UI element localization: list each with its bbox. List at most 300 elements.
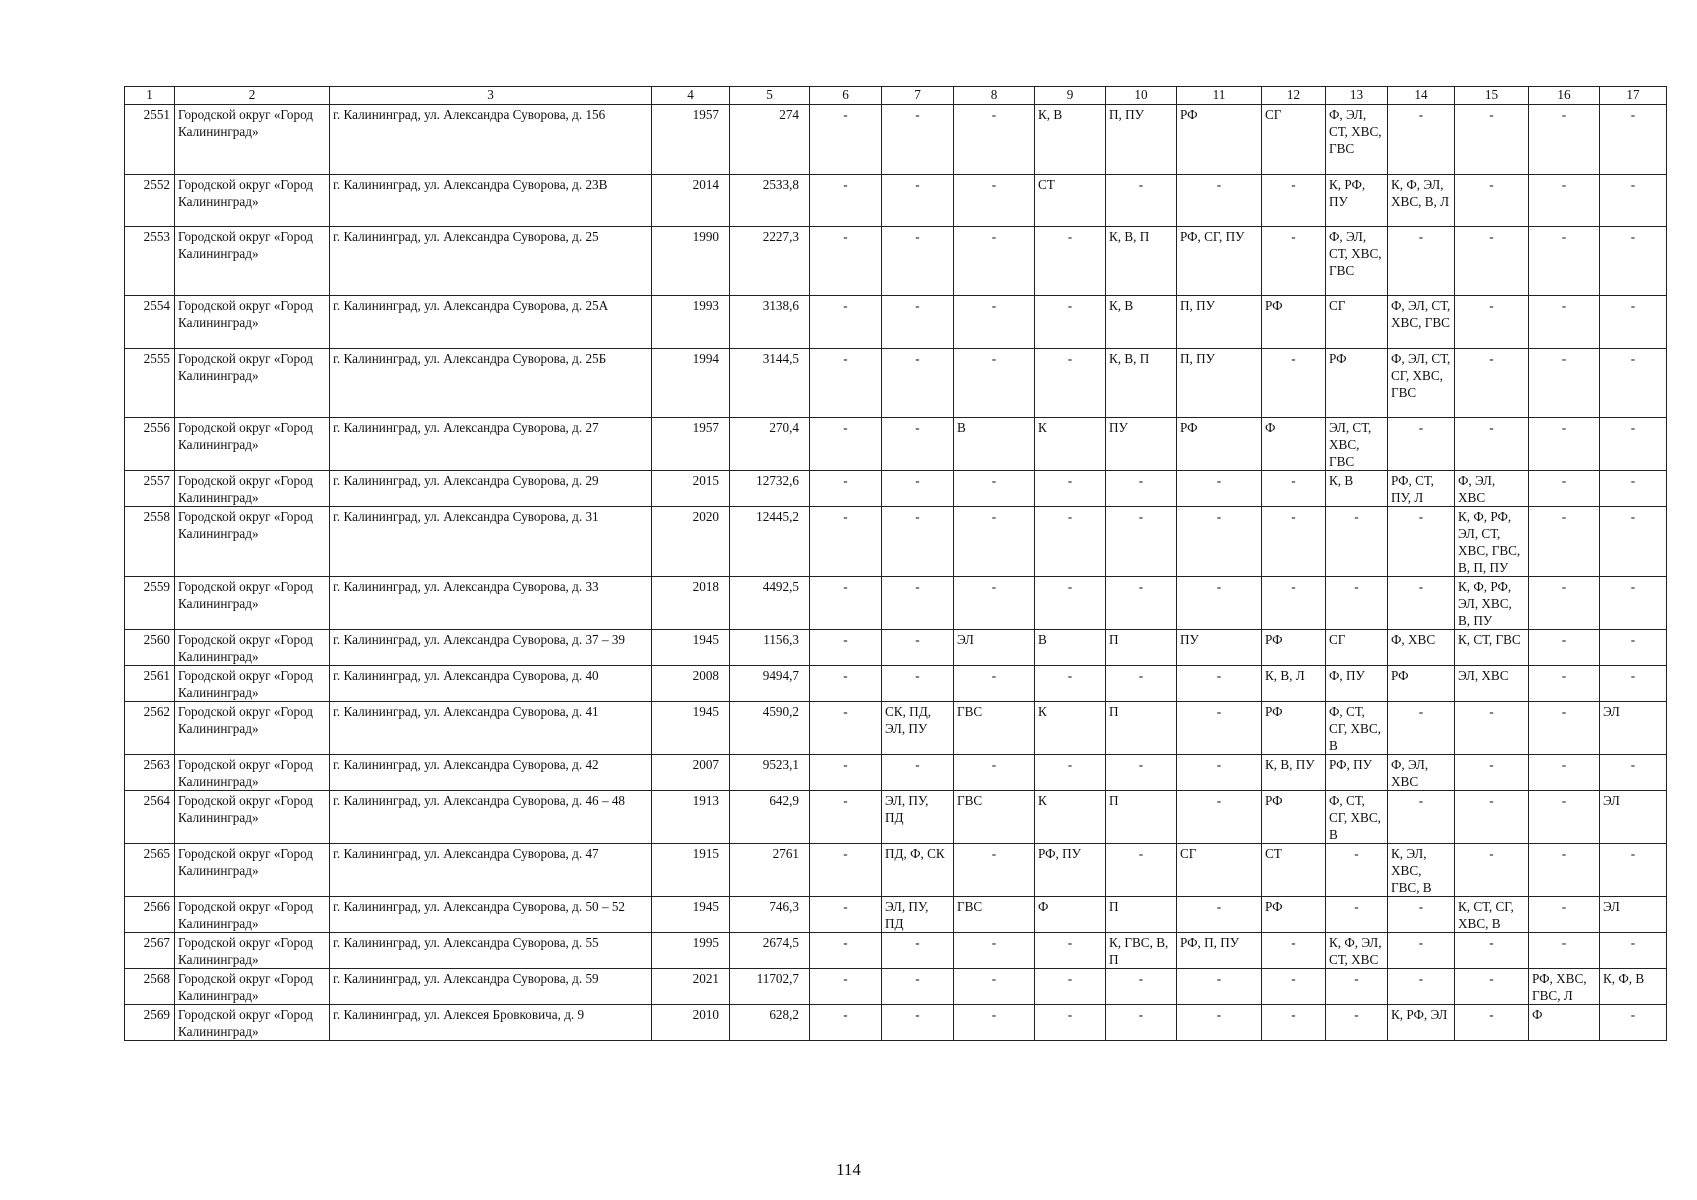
table-cell-col-10: - (1106, 844, 1177, 897)
table-cell-col-6: - (810, 897, 882, 933)
table-cell-col-11: - (1177, 791, 1262, 844)
table-cell-col-17: - (1600, 227, 1667, 296)
table-cell-col-7: - (882, 296, 954, 349)
table-cell-col-8: ГВС (954, 702, 1035, 755)
table-cell-col-13: Ф, ЭЛ, СТ, ХВС, ГВС (1326, 227, 1388, 296)
table-cell-col-8: ГВС (954, 897, 1035, 933)
table-cell-col-12: Ф (1262, 418, 1326, 471)
table-cell-col-17: - (1600, 471, 1667, 507)
table-row (125, 418, 1667, 471)
table-cell-col-16: - (1529, 791, 1600, 844)
table-cell-col-7: - (882, 507, 954, 577)
table-cell-col-8: - (954, 577, 1035, 630)
table-cell-col-8: - (954, 471, 1035, 507)
table-cell-col-13: Ф, ЭЛ, СТ, ХВС, ГВС (1326, 105, 1388, 175)
table-cell-col-13: СГ (1326, 296, 1388, 349)
header-row (125, 87, 1667, 105)
table-cell-col-12: СТ (1262, 844, 1326, 897)
table-cell-col-4: 2007 (652, 755, 730, 791)
table-cell-col-15: - (1455, 755, 1529, 791)
table-cell-col-15: - (1455, 227, 1529, 296)
table-cell-col-8: - (954, 755, 1035, 791)
table-cell-col-12: РФ (1262, 296, 1326, 349)
table-cell-col-8: - (954, 507, 1035, 577)
table-cell-col-3: г. Калининград, ул. Александра Суворова, д. 33 (330, 577, 652, 630)
table-cell-col-2: Городской округ «Город Калининград» (175, 296, 330, 349)
table-cell-col-4: 2015 (652, 471, 730, 507)
table-cell-col-11: - (1177, 755, 1262, 791)
table-cell-col-10: ПУ (1106, 418, 1177, 471)
table-cell-col-5: 642,9 (730, 791, 810, 844)
table-cell-col-12: - (1262, 227, 1326, 296)
table-cell-col-15: ЭЛ, ХВС (1455, 666, 1529, 702)
table-cell-col-13: РФ (1326, 349, 1388, 418)
table-row (125, 227, 1667, 296)
table-cell-col-17: - (1600, 666, 1667, 702)
table-cell-col-4: 1945 (652, 630, 730, 666)
table-cell-col-2: Городской округ «Город Калининград» (175, 666, 330, 702)
table-cell-col-10: - (1106, 577, 1177, 630)
table-cell-col-9: - (1035, 666, 1106, 702)
table-header (125, 87, 1667, 105)
table-cell-col-16: - (1529, 702, 1600, 755)
table-cell-col-3: г. Калининград, ул. Алексея Бровковича, д. 9 (330, 1005, 652, 1041)
table-cell-col-13: - (1326, 897, 1388, 933)
table-cell-col-7: - (882, 755, 954, 791)
table-cell-col-11: - (1177, 1005, 1262, 1041)
table-cell-col-3: г. Калининград, ул. Александра Суворова, д. 31 (330, 507, 652, 577)
table-cell-col-1: 2567 (125, 933, 175, 969)
table-cell-col-11: - (1177, 577, 1262, 630)
table-cell-col-16: - (1529, 105, 1600, 175)
table-row (125, 1005, 1667, 1041)
table-cell-col-5: 2674,5 (730, 933, 810, 969)
table-cell-col-5: 11702,7 (730, 969, 810, 1005)
column-header-17: 17 (1600, 87, 1667, 105)
table-cell-col-10: - (1106, 1005, 1177, 1041)
table-cell-col-9: - (1035, 933, 1106, 969)
table-cell-col-11: - (1177, 702, 1262, 755)
table-cell-col-3: г. Калининград, ул. Александра Суворова, д. 25А (330, 296, 652, 349)
table-cell-col-13: К, РФ, ПУ (1326, 175, 1388, 227)
column-header-2: 2 (175, 87, 330, 105)
table-cell-col-17: ЭЛ (1600, 897, 1667, 933)
column-header-14: 14 (1388, 87, 1455, 105)
table-cell-col-7: - (882, 933, 954, 969)
table-cell-col-1: 2557 (125, 471, 175, 507)
column-header-9: 9 (1035, 87, 1106, 105)
table-cell-col-4: 1993 (652, 296, 730, 349)
table-cell-col-7: ПД, Ф, СК (882, 844, 954, 897)
table-cell-col-11: П, ПУ (1177, 296, 1262, 349)
table-row (125, 507, 1667, 577)
table-cell-col-7: - (882, 577, 954, 630)
table-cell-col-9: - (1035, 296, 1106, 349)
table-cell-col-3: г. Калининград, ул. Александра Суворова, д. 23В (330, 175, 652, 227)
table-cell-col-14: - (1388, 227, 1455, 296)
table-cell-col-14: - (1388, 418, 1455, 471)
table-cell-col-9: К, В (1035, 105, 1106, 175)
table-cell-col-17: - (1600, 349, 1667, 418)
table-cell-col-12: - (1262, 471, 1326, 507)
table-cell-col-10: - (1106, 969, 1177, 1005)
table-cell-col-1: 2568 (125, 969, 175, 1005)
table-cell-col-13: РФ, ПУ (1326, 755, 1388, 791)
table-cell-col-10: - (1106, 507, 1177, 577)
table-cell-col-15: - (1455, 418, 1529, 471)
table-cell-col-8: - (954, 175, 1035, 227)
table-cell-col-17: - (1600, 755, 1667, 791)
table-cell-col-5: 628,2 (730, 1005, 810, 1041)
table-cell-col-16: - (1529, 933, 1600, 969)
table-cell-col-5: 3144,5 (730, 349, 810, 418)
table-cell-col-10: - (1106, 666, 1177, 702)
table-row (125, 702, 1667, 755)
table-cell-col-6: - (810, 969, 882, 1005)
table-cell-col-8: - (954, 227, 1035, 296)
table-cell-col-15: - (1455, 1005, 1529, 1041)
table-cell-col-4: 1945 (652, 897, 730, 933)
table-cell-col-12: - (1262, 577, 1326, 630)
table-cell-col-2: Городской округ «Город Калининград» (175, 969, 330, 1005)
table-cell-col-16: - (1529, 349, 1600, 418)
table-cell-col-14: Ф, ХВС (1388, 630, 1455, 666)
table-cell-col-15: - (1455, 791, 1529, 844)
table-cell-col-11: - (1177, 471, 1262, 507)
table-cell-col-2: Городской округ «Город Калининград» (175, 471, 330, 507)
table-cell-col-11: РФ, П, ПУ (1177, 933, 1262, 969)
table-cell-col-8: - (954, 933, 1035, 969)
table-cell-col-1: 2564 (125, 791, 175, 844)
table-cell-col-11: СГ (1177, 844, 1262, 897)
table-cell-col-7: - (882, 471, 954, 507)
table-cell-col-14: - (1388, 969, 1455, 1005)
table-cell-col-1: 2552 (125, 175, 175, 227)
table-row (125, 844, 1667, 897)
table-cell-col-16: - (1529, 507, 1600, 577)
table-cell-col-3: г. Калининград, ул. Александра Суворова, д. 59 (330, 969, 652, 1005)
table-cell-col-8: В (954, 418, 1035, 471)
table-cell-col-3: г. Калининград, ул. Александра Суворова, д. 37 – 39 (330, 630, 652, 666)
table-cell-col-9: К (1035, 702, 1106, 755)
table-cell-col-1: 2555 (125, 349, 175, 418)
table-row (125, 349, 1667, 418)
table-cell-col-6: - (810, 666, 882, 702)
table-cell-col-4: 2021 (652, 969, 730, 1005)
table-row (125, 933, 1667, 969)
table-cell-col-4: 2018 (652, 577, 730, 630)
table-cell-col-12: - (1262, 507, 1326, 577)
table-row (125, 105, 1667, 175)
table-cell-col-2: Городской округ «Город Калининград» (175, 227, 330, 296)
table-cell-col-13: Ф, СТ, СГ, ХВС, В (1326, 702, 1388, 755)
table-cell-col-17: К, Ф, В (1600, 969, 1667, 1005)
table-cell-col-4: 1995 (652, 933, 730, 969)
table-cell-col-17: - (1600, 418, 1667, 471)
table-cell-col-1: 2558 (125, 507, 175, 577)
table-cell-col-13: - (1326, 844, 1388, 897)
table-cell-col-15: - (1455, 349, 1529, 418)
table-cell-col-15: - (1455, 933, 1529, 969)
table-cell-col-2: Городской округ «Город Калининград» (175, 507, 330, 577)
table-cell-col-16: - (1529, 471, 1600, 507)
table-cell-col-2: Городской округ «Город Калининград» (175, 897, 330, 933)
column-header-7: 7 (882, 87, 954, 105)
table-cell-col-14: - (1388, 933, 1455, 969)
table-cell-col-4: 1957 (652, 418, 730, 471)
column-header-4: 4 (652, 87, 730, 105)
table-row (125, 471, 1667, 507)
table-cell-col-3: г. Калининград, ул. Александра Суворова, д. 40 (330, 666, 652, 702)
table-cell-col-13: - (1326, 577, 1388, 630)
table-cell-col-5: 4492,5 (730, 577, 810, 630)
table-cell-col-14: К, Ф, ЭЛ, ХВС, В, Л (1388, 175, 1455, 227)
table-cell-col-13: СГ (1326, 630, 1388, 666)
table-cell-col-3: г. Калининград, ул. Александра Суворова, д. 25Б (330, 349, 652, 418)
table-cell-col-10: П (1106, 702, 1177, 755)
table-cell-col-10: К, ГВС, В, П (1106, 933, 1177, 969)
table-row (125, 175, 1667, 227)
table-cell-col-4: 1913 (652, 791, 730, 844)
table-cell-col-3: г. Калининград, ул. Александра Суворова, д. 46 – 48 (330, 791, 652, 844)
table-cell-col-2: Городской округ «Город Калининград» (175, 702, 330, 755)
table-cell-col-14: - (1388, 577, 1455, 630)
page-number: 114 (836, 1160, 861, 1179)
table-cell-col-16: - (1529, 175, 1600, 227)
table-cell-col-9: СТ (1035, 175, 1106, 227)
table-cell-col-16: - (1529, 296, 1600, 349)
table-cell-col-7: - (882, 666, 954, 702)
table-cell-col-8: ГВС (954, 791, 1035, 844)
table-cell-col-7: - (882, 227, 954, 296)
table-cell-col-9: - (1035, 1005, 1106, 1041)
table-cell-col-11: - (1177, 507, 1262, 577)
column-header-12: 12 (1262, 87, 1326, 105)
table-cell-col-6: - (810, 702, 882, 755)
table-row (125, 969, 1667, 1005)
table-cell-col-14: РФ (1388, 666, 1455, 702)
table-cell-col-11: ПУ (1177, 630, 1262, 666)
table-cell-col-14: Ф, ЭЛ, ХВС (1388, 755, 1455, 791)
table-cell-col-17: - (1600, 844, 1667, 897)
table-cell-col-16: - (1529, 666, 1600, 702)
table-cell-col-3: г. Калининград, ул. Александра Суворова, д. 156 (330, 105, 652, 175)
table-cell-col-7: ЭЛ, ПУ, ПД (882, 897, 954, 933)
table-cell-col-1: 2569 (125, 1005, 175, 1041)
table-cell-col-11: РФ (1177, 105, 1262, 175)
table-cell-col-11: - (1177, 897, 1262, 933)
table-cell-col-12: - (1262, 175, 1326, 227)
column-header-5: 5 (730, 87, 810, 105)
table-cell-col-14: К, ЭЛ, ХВС, ГВС, В (1388, 844, 1455, 897)
table-cell-col-4: 1957 (652, 105, 730, 175)
table-cell-col-13: Ф, ПУ (1326, 666, 1388, 702)
table-cell-col-4: 1990 (652, 227, 730, 296)
table-cell-col-15: - (1455, 844, 1529, 897)
table-cell-col-4: 2020 (652, 507, 730, 577)
table-cell-col-4: 2010 (652, 1005, 730, 1041)
table-cell-col-2: Городской округ «Город Калининград» (175, 1005, 330, 1041)
table-cell-col-12: - (1262, 969, 1326, 1005)
table-body (125, 105, 1667, 1041)
table-cell-col-3: г. Калининград, ул. Александра Суворова, д. 27 (330, 418, 652, 471)
table-cell-col-5: 2533,8 (730, 175, 810, 227)
table-cell-col-15: К, Ф, РФ, ЭЛ, СТ, ХВС, ГВС, В, П, ПУ (1455, 507, 1529, 577)
table-cell-col-15: - (1455, 296, 1529, 349)
table-cell-col-2: Городской округ «Город Калининград» (175, 577, 330, 630)
column-header-3: 3 (330, 87, 652, 105)
table-cell-col-15: - (1455, 702, 1529, 755)
table-cell-col-1: 2554 (125, 296, 175, 349)
table-cell-col-13: - (1326, 969, 1388, 1005)
table-cell-col-15: Ф, ЭЛ, ХВС (1455, 471, 1529, 507)
table-cell-col-1: 2560 (125, 630, 175, 666)
table-cell-col-8: - (954, 844, 1035, 897)
table-cell-col-5: 12445,2 (730, 507, 810, 577)
table-cell-col-2: Городской округ «Город Калининград» (175, 933, 330, 969)
table-cell-col-9: Ф (1035, 897, 1106, 933)
table-cell-col-8: - (954, 1005, 1035, 1041)
table-cell-col-10: П (1106, 630, 1177, 666)
table-cell-col-13: К, Ф, ЭЛ, СТ, ХВС (1326, 933, 1388, 969)
table-cell-col-15: К, Ф, РФ, ЭЛ, ХВС, В, ПУ (1455, 577, 1529, 630)
table-cell-col-9: - (1035, 577, 1106, 630)
table-row (125, 666, 1667, 702)
table-cell-col-6: - (810, 296, 882, 349)
table-cell-col-16: - (1529, 755, 1600, 791)
table-cell-col-5: 12732,6 (730, 471, 810, 507)
table-cell-col-4: 1915 (652, 844, 730, 897)
table-cell-col-6: - (810, 175, 882, 227)
table-cell-col-15: К, СТ, СГ, ХВС, В (1455, 897, 1529, 933)
column-header-16: 16 (1529, 87, 1600, 105)
table-cell-col-3: г. Калининград, ул. Александра Суворова, д. 42 (330, 755, 652, 791)
table-cell-col-2: Городской округ «Город Калининград» (175, 175, 330, 227)
table-cell-col-6: - (810, 227, 882, 296)
table-cell-col-15: - (1455, 969, 1529, 1005)
table-cell-col-1: 2559 (125, 577, 175, 630)
register-table (124, 86, 1667, 1041)
table-cell-col-1: 2551 (125, 105, 175, 175)
table-cell-col-14: - (1388, 791, 1455, 844)
table-cell-col-16: - (1529, 897, 1600, 933)
table-cell-col-14: РФ, СТ, ПУ, Л (1388, 471, 1455, 507)
table-cell-col-16: - (1529, 630, 1600, 666)
table-cell-col-6: - (810, 933, 882, 969)
column-header-6: 6 (810, 87, 882, 105)
table-cell-col-12: К, В, Л (1262, 666, 1326, 702)
table-cell-col-4: 1994 (652, 349, 730, 418)
table-cell-col-14: - (1388, 105, 1455, 175)
table-cell-col-14: К, РФ, ЭЛ (1388, 1005, 1455, 1041)
table-cell-col-16: - (1529, 577, 1600, 630)
table-cell-col-1: 2563 (125, 755, 175, 791)
table-cell-col-5: 3138,6 (730, 296, 810, 349)
table-cell-col-12: РФ (1262, 897, 1326, 933)
table-cell-col-11: РФ (1177, 418, 1262, 471)
table-cell-col-12: - (1262, 933, 1326, 969)
table-cell-col-7: СК, ПД, ЭЛ, ПУ (882, 702, 954, 755)
table-cell-col-14: Ф, ЭЛ, СТ, ХВС, ГВС (1388, 296, 1455, 349)
table-cell-col-17: - (1600, 577, 1667, 630)
table-cell-col-17: ЭЛ (1600, 791, 1667, 844)
table-cell-col-2: Городской округ «Город Калининград» (175, 105, 330, 175)
table-cell-col-3: г. Калининград, ул. Александра Суворова, д. 29 (330, 471, 652, 507)
table-cell-col-1: 2561 (125, 666, 175, 702)
table-cell-col-5: 4590,2 (730, 702, 810, 755)
table-cell-col-12: СГ (1262, 105, 1326, 175)
table-cell-col-7: - (882, 630, 954, 666)
table-cell-col-1: 2553 (125, 227, 175, 296)
table-cell-col-11: - (1177, 175, 1262, 227)
table-cell-col-5: 746,3 (730, 897, 810, 933)
table-cell-col-7: - (882, 175, 954, 227)
table-cell-col-16: - (1529, 227, 1600, 296)
table-cell-col-14: Ф, ЭЛ, СТ, СГ, ХВС, ГВС (1388, 349, 1455, 418)
table-cell-col-6: - (810, 1005, 882, 1041)
table-cell-col-8: - (954, 105, 1035, 175)
table-row (125, 755, 1667, 791)
table-row (125, 577, 1667, 630)
table-cell-col-6: - (810, 755, 882, 791)
table-cell-col-17: - (1600, 175, 1667, 227)
table-cell-col-2: Городской округ «Город Калининград» (175, 755, 330, 791)
column-header-10: 10 (1106, 87, 1177, 105)
table-cell-col-9: - (1035, 227, 1106, 296)
table-cell-col-11: П, ПУ (1177, 349, 1262, 418)
table-cell-col-10: П (1106, 897, 1177, 933)
table-cell-col-15: - (1455, 105, 1529, 175)
table-cell-col-8: - (954, 969, 1035, 1005)
table-cell-col-12: РФ (1262, 791, 1326, 844)
table-cell-col-7: - (882, 969, 954, 1005)
table-cell-col-9: - (1035, 969, 1106, 1005)
table-cell-col-10: К, В, П (1106, 349, 1177, 418)
table-cell-col-7: - (882, 1005, 954, 1041)
table-row (125, 791, 1667, 844)
table-row (125, 897, 1667, 933)
table-cell-col-1: 2565 (125, 844, 175, 897)
table-cell-col-8: - (954, 296, 1035, 349)
table-cell-col-17: - (1600, 1005, 1667, 1041)
column-header-11: 11 (1177, 87, 1262, 105)
table-cell-col-3: г. Калининград, ул. Александра Суворова, д. 25 (330, 227, 652, 296)
table-cell-col-10: - (1106, 471, 1177, 507)
table-cell-col-9: - (1035, 755, 1106, 791)
table-cell-col-13: Ф, СТ, СГ, ХВС, В (1326, 791, 1388, 844)
table-cell-col-9: К (1035, 418, 1106, 471)
table-cell-col-3: г. Калининград, ул. Александра Суворова, д. 55 (330, 933, 652, 969)
table-cell-col-10: П (1106, 791, 1177, 844)
table-cell-col-5: 2227,3 (730, 227, 810, 296)
table-cell-col-16: - (1529, 844, 1600, 897)
table-cell-col-17: - (1600, 507, 1667, 577)
table-cell-col-6: - (810, 844, 882, 897)
table-cell-col-14: - (1388, 507, 1455, 577)
table-cell-col-7: ЭЛ, ПУ, ПД (882, 791, 954, 844)
table-cell-col-10: П, ПУ (1106, 105, 1177, 175)
table-cell-col-6: - (810, 791, 882, 844)
table-cell-col-11: РФ, СГ, ПУ (1177, 227, 1262, 296)
table-cell-col-10: К, В, П (1106, 227, 1177, 296)
table-cell-col-8: - (954, 666, 1035, 702)
table-cell-col-17: - (1600, 105, 1667, 175)
table-cell-col-9: - (1035, 349, 1106, 418)
table-cell-col-6: - (810, 630, 882, 666)
table-cell-col-9: РФ, ПУ (1035, 844, 1106, 897)
table-cell-col-16: - (1529, 418, 1600, 471)
table-cell-col-2: Городской округ «Город Калининград» (175, 791, 330, 844)
